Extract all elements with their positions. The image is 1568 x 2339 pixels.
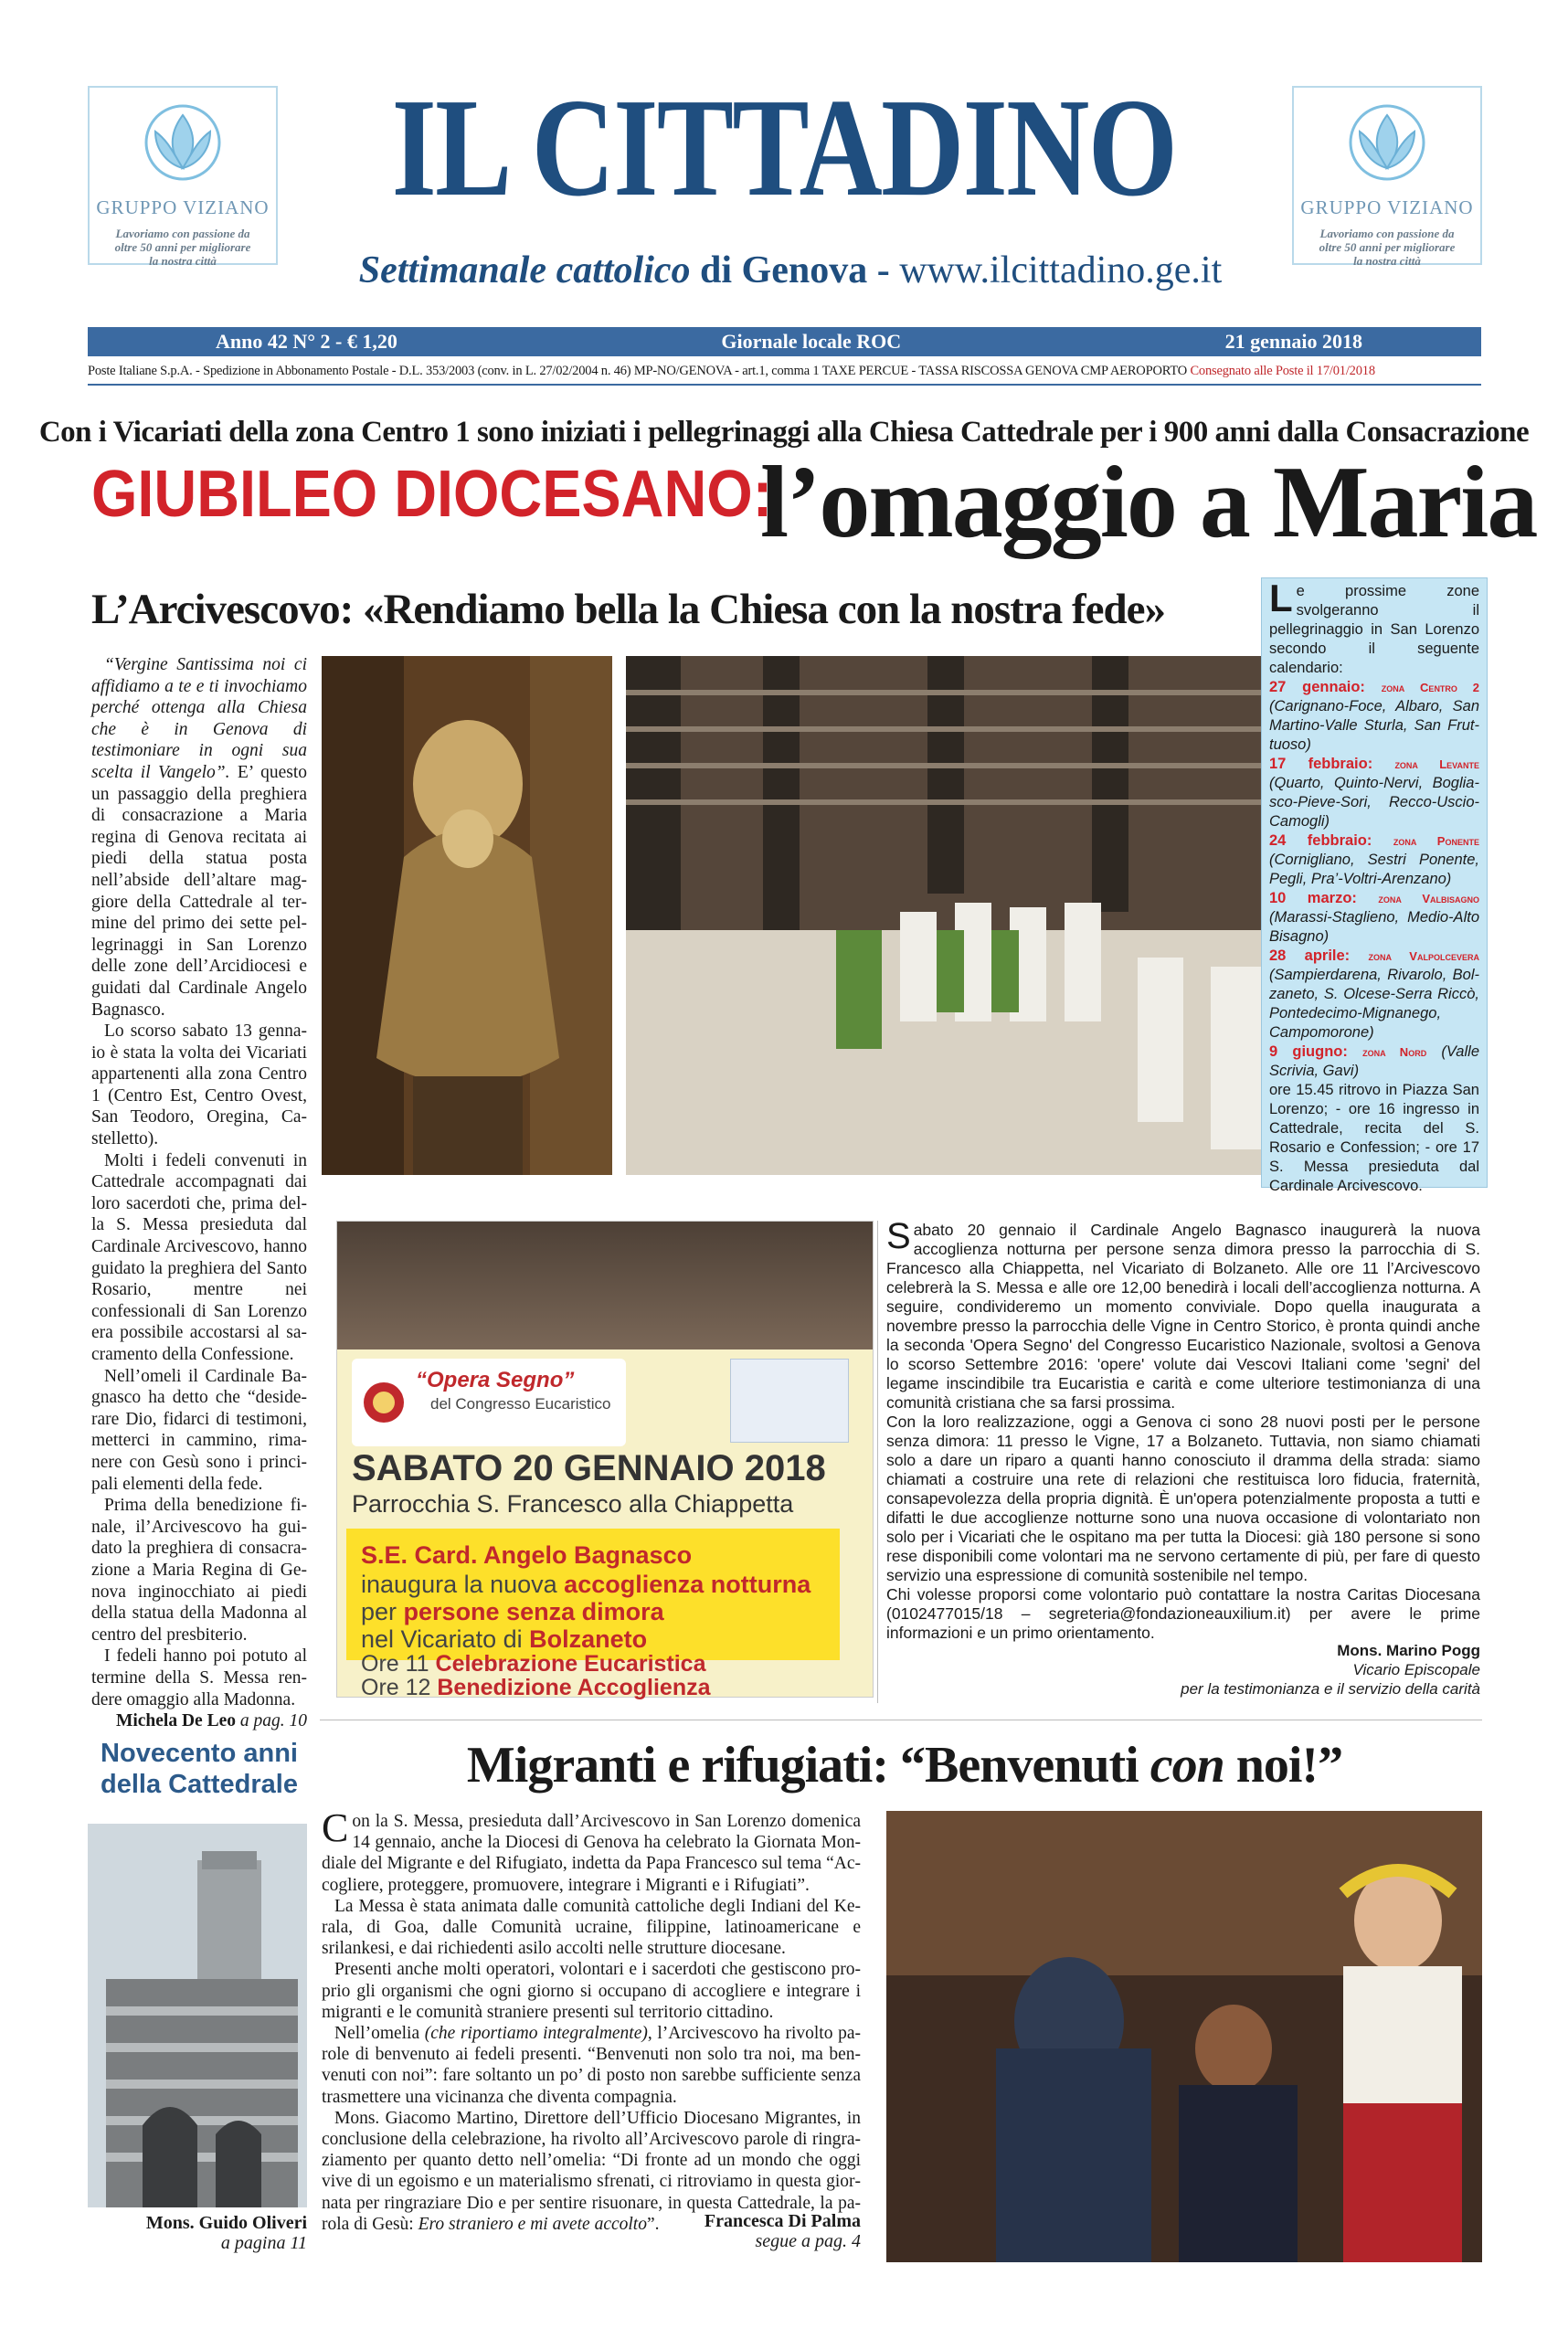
opera-subtitle: del Congresso Eucaristico [430, 1395, 611, 1413]
page-ref[interactable]: segue a pag. 4 [755, 2231, 861, 2251]
poster-line: per persone senza dimora [361, 1598, 664, 1625]
poster-parish: Parrocchia S. Francesco alla Chiappetta [352, 1490, 794, 1518]
sponsor-tagline: Lavoriamo con passione da oltre 50 anni per migliorare la nostra città [114, 227, 251, 268]
opera-title: “Opera Segno” [416, 1368, 575, 1392]
hands-photo [337, 1222, 873, 1349]
lead-p4: Nell’omeli il Cardinale Bagnasco ha detto che “desiderare Dio, fidarci di testimoni, metterci in cammino, rimanere con Gesù sono i principali elementi della fede. [91, 1366, 307, 1494]
lead-p2: Lo scorso sabato 13 gennaio è stata la volta dei Vicariati appartenenti alla zona Centro 1 (Centro Est, Centro Ovest, San Teodoro, Oregina, Castelletto). [91, 1021, 307, 1149]
poster-date: SABATO 20 GENNAIO 2018 [352, 1448, 826, 1488]
issue-info-bar [88, 327, 1481, 356]
opera-segno-poster [336, 1221, 874, 1698]
opera-p2: Con la loro realizzazione, oggi a Genova ci sono 28 nuovi posti per le persone senza dimora: 11 presso le Vigne, 17 a Bolzaneto. Tuttavia, non siamo chiamati solo a dare un riparo a quanti hanno conosciuto il dramma della strada: siamo chiamati a costruire una rete di relazioni che restituisca loro fiducia, fraternità, consapevolezza della propria dignità. È un'opera potenzialmente proposta a tutti e difatti le due accoglienze notturne sono una nuova occasione di volontariato non solo per i Vicariati che le ospitano ma per tutta la Diocesi: già 180 persone si sono rese disponibili come volontari ma ne servono certamente di più, per fare di questo servizio una espressione di comunità sostenibile nel tempo. [886, 1413, 1480, 1584]
calendar-intro: e prossime zone svolgeranno il pellegrinaggio in San Lorenzo secondo il seguente calendario: [1269, 583, 1479, 676]
website-link[interactable]: www.ilcittadino.ge.it [899, 249, 1223, 291]
drop-cap: C [322, 1805, 349, 1850]
lead-p6: I fedeli hanno poi potuto al termine della S. Messa rendere omaggio alla Madonna. [91, 1646, 307, 1709]
kicker: Con i Vicariati della zona Centro 1 sono iniziati i pellegrinaggi alla Chiesa Cattedrale per i 900 anni dalla Consacrazione [38, 416, 1530, 449]
cathedral-facade-photo [88, 1824, 307, 2207]
poster-time: Ore 12 Benedizione Accoglienza [361, 1675, 711, 1700]
migranti-p1: on la S. Messa, presieduta dall’Arcivescovo in San Lorenzo domenica 14 gennaio, anche la Diocesi di Genova ha celebrato la Giornata Mondiale del Migrante e del Rifugiato, indetta da Papa Francesco sul tema “Accogliere, proteggere, promuovere, integrare i Migranti e i Rifugiati”. [322, 1812, 861, 1895]
calendar-outro: ore 15.45 ritrovo in Piazza San Lorenzo; - ore 16 ingresso in Cattedrale, recita del S. Rosario e Confession; - ore 17 S. Messa presieduta dal Cardinale Arcivescovo. [1269, 1082, 1479, 1194]
roc-label: Giornale locale ROC [721, 330, 902, 353]
author-name: Mons. Guido Oliveri [145, 2213, 307, 2233]
poster-line: nel Vicariato di Bolzaneto [361, 1625, 648, 1653]
cathedral-caption [91, 2213, 307, 2253]
opera-signature [1005, 1641, 1480, 1699]
sponsor-name: GRUPPO VIZIANO [1300, 196, 1474, 218]
issue-number: Anno 42 N° 2 - € 1,20 [216, 330, 397, 353]
cathedral-mass-photo [626, 656, 1286, 1175]
migranti-p5: Mons. Giacomo Martino, Direttore dell’Ufficio Diocesano Migrantes, in conclusione della celebrazione, ha rivolto all’Arcivescovo parole di ringraziamento per quanto detto nell’omelia: “Di fronte ad un mondo che oggi vive di un egoismo e un materialismo sfrenati, ci ritroviamo in questa giornata per ringraziare Dio e per sentire risuonare, in questa Cattedrale, la parola di Gesù: Ero straniero e mi avete accolto”. [322, 2108, 861, 2234]
migranti-article [322, 1805, 861, 2235]
lead-quote: “Vergine Santissima noi ci affidiamo a te e ti invochiamo perché ottenga alla Chiesa che è in Genova di testimoniare in ogni sua scelta il Vangelo”. [91, 655, 307, 782]
poster-time: Ore 11 Celebrazione Eucaristica [361, 1651, 706, 1677]
migranti-p2: La Messa è stata animata dalle comunità cattoliche degli Indiani del Kerala, di Goa, dalle Comunità ucraine, filippine, latinoamericane e srilankesi, e dai richiedenti asilo accolti nelle strutture diocesane. [322, 1896, 861, 1959]
migranti-photo [886, 1811, 1482, 2262]
opera-p3: Chi volesse proporsi come volontario può contattare la nostra Caritas Diocesana (0102477015/18 – segreteria@fondazioneauxilium.it) per avere le prime informazioni e un primo orientamento. [886, 1585, 1480, 1642]
subheadline: L’Arcivescovo: «Rendiamo bella la Chiesa con la nostra fede» [91, 586, 1165, 633]
drop-cap: S [886, 1216, 911, 1256]
opera-segno-label [352, 1359, 626, 1446]
tagline-italic: Settimanale cattolico [358, 249, 691, 291]
postal-delivery: Consegnato alle Poste il 17/01/2018 [1190, 364, 1375, 378]
postal-notice [88, 364, 1481, 379]
lead-article-text [91, 654, 307, 1732]
calendar-item: 28 aprile: zona Valpolcevera (Sampierdarena, Rivarolo, Bolzaneto, S. Olcese-Serra Riccò, Pontedecimo-Mignanego, Campomorone) [1269, 947, 1479, 1041]
calendar-item: 17 febbraio: zona Levante (Quarto, Quinto-Nervi, Bogliasco-Pieve-Sori, Recco-Uscio-Camogli) [1269, 756, 1479, 830]
lead-p5: Prima della benedizione finale, il’Arcivescovo ha guidato la preghiera di consacrazione a Maria Regina di Genova inginocchiato ai piedi della statua della Madonna al centro del presbiterio. [91, 1496, 307, 1645]
opera-segno-article [886, 1216, 1480, 1643]
calendar-item: 10 marzo: zona Valbisagno (Marassi-Staglieno, Medio-Alto Bisagno) [1269, 890, 1480, 945]
newspaper-tagline [302, 249, 1279, 292]
lead-p1: E’ questo un passaggio della preghiera di consacrazione a Maria regina di Genova recitata ai piedi della statua posta nell’abside dell’altare maggiore della Cattedrale al termine del primo dei sette pellegrinaggi in San Lorenzo delle zone dell’Arcidiocesi e guidati dal Cardinale Angelo Bagnasco. [91, 762, 307, 1020]
novecento-title: Novecento anni della Cattedrale [101, 1739, 298, 1799]
calendar-item: 27 gennaio: zona Centro 2 (Carignano-Foce, Albaro, San Martino-Valle Sturla, San Fruttuoso) [1269, 679, 1479, 753]
divider [88, 384, 1481, 386]
sponsor-name: GRUPPO VIZIANO [96, 196, 270, 218]
migranti-p3: Presenti anche molti operatori, volontari e i sacerdoti che gestiscono proprio gli organismi che ogni giorno si occupano di accogliere e integrare i migranti e le comunità straniere presenti sul territorio cittadino. [322, 1960, 861, 2022]
main-headline [91, 446, 1537, 559]
tagline-mid: di Genova - [700, 249, 890, 291]
congress-badge [730, 1359, 849, 1443]
lead-signature [91, 1710, 307, 1732]
poster-cardinal: S.E. Card. Angelo Bagnasco [361, 1541, 693, 1569]
pilgrimage-calendar [1261, 577, 1488, 1194]
author-role: Vicario Episcopale [1352, 1661, 1480, 1678]
author-role: per la testimonianza e il servizio della carità [1181, 1680, 1480, 1698]
issue-date: 21 gennaio 2018 [1224, 330, 1362, 353]
author-name: Francesca Di Palma [704, 2211, 861, 2231]
migranti-headline: Migranti e rifugiati: “Benvenuti con noi!” [466, 1737, 1343, 1794]
newspaper-title: IL CITTADINO [391, 70, 1177, 226]
migranti-p4: Nell’omelia (che riportiamo integralmente), l’Arcivescovo ha rivolto parole di benvenuto ai fedeli presenti. “Benvenuti non solo tra noi, ma benvenuti con noi”: fare soltanto un po’ di posto non sarebbe sufficiente senza trasmettere una vicinanza che diventa compagnia. [322, 2024, 861, 2107]
author-name: Michela De Leo [115, 1711, 236, 1731]
author-name: Mons. Marino Pogg [1337, 1642, 1480, 1659]
opera-p1: abato 20 gennaio il Cardinale Angelo Bagnasco inaugurerà la nuova accoglienza notturna per persone senza dimora presso la parrocchia di S. Francesco alla Chiappetta, nel Vicariato di Bolzaneto. Alle ore 11 l’Arcivescovo celebrerà la S. Messa e alle ore 12,00 benedirà i locali dell’accoglienza notturna. A seguire, condivideremo un momento conviviale. Dopo quella inaugurata a novembre presso la parrocchia delle Vigne in Centro Storico, è pronta quindi anche la seconda 'Opera Segno' del Congresso Eucaristico Nazionale, svoltosi a Genova lo scorso Settembre 2016: 'opere' volute dai Vescovi Italiani come 'segni' del legame inscindibile tra Eucaristia e carità e come ulteriore testimonianza di una comunità cristiana che sa farsi prossima. [886, 1221, 1480, 1412]
madonna-statue-photo [322, 656, 612, 1175]
headline-red: GIUBILEO DIOCESANO: [91, 458, 773, 531]
sponsor-tagline: Lavoriamo con passione da oltre 50 anni per migliorare la nostra città [1319, 227, 1456, 268]
postal-text: Poste Italiane S.p.A. - Spedizione in Abbonamento Postale - D.L. 353/2003 (conv. in L. 27/02/2004 n. 46) MP-NO/GENOVA - art.1, comma 1 TAXE PERCUE - TASSA RISCOSSA GENOVA CMP AEROPORTO [88, 364, 1187, 378]
calendar-item: 9 giugno: zona Nord (Valle Scrivia, Gavi) [1269, 1043, 1479, 1079]
calendar-item: 24 febbraio: zona Ponente (Cornigliano, Sestri Ponente, Pegli, Pra’-Voltri-Arenzano) [1269, 832, 1479, 887]
lead-p3: Molti i fedeli convenuti in Cattedrale accompagnati dai loro sacerdoti che, prima della S. Messa presieduta dal Cardinale Arcivescovo, hanno guidato la preghiera del Santo Rosario, mentre nei confessionali di San Lorenzo era possibile accostarsi al sacramento della Confessione. [91, 1150, 307, 1364]
divider [877, 1221, 878, 1703]
headline-black: l’omaggio a Maria [760, 446, 1537, 559]
poster-line: inaugura la nuova accoglienza notturna [361, 1571, 811, 1598]
drop-cap: L [1269, 577, 1293, 619]
page-ref[interactable]: a pag. 10 [239, 1711, 307, 1731]
migranti-signature [640, 2211, 861, 2251]
page-ref[interactable]: a pagina 11 [220, 2233, 307, 2253]
emblem-icon [361, 1375, 407, 1430]
